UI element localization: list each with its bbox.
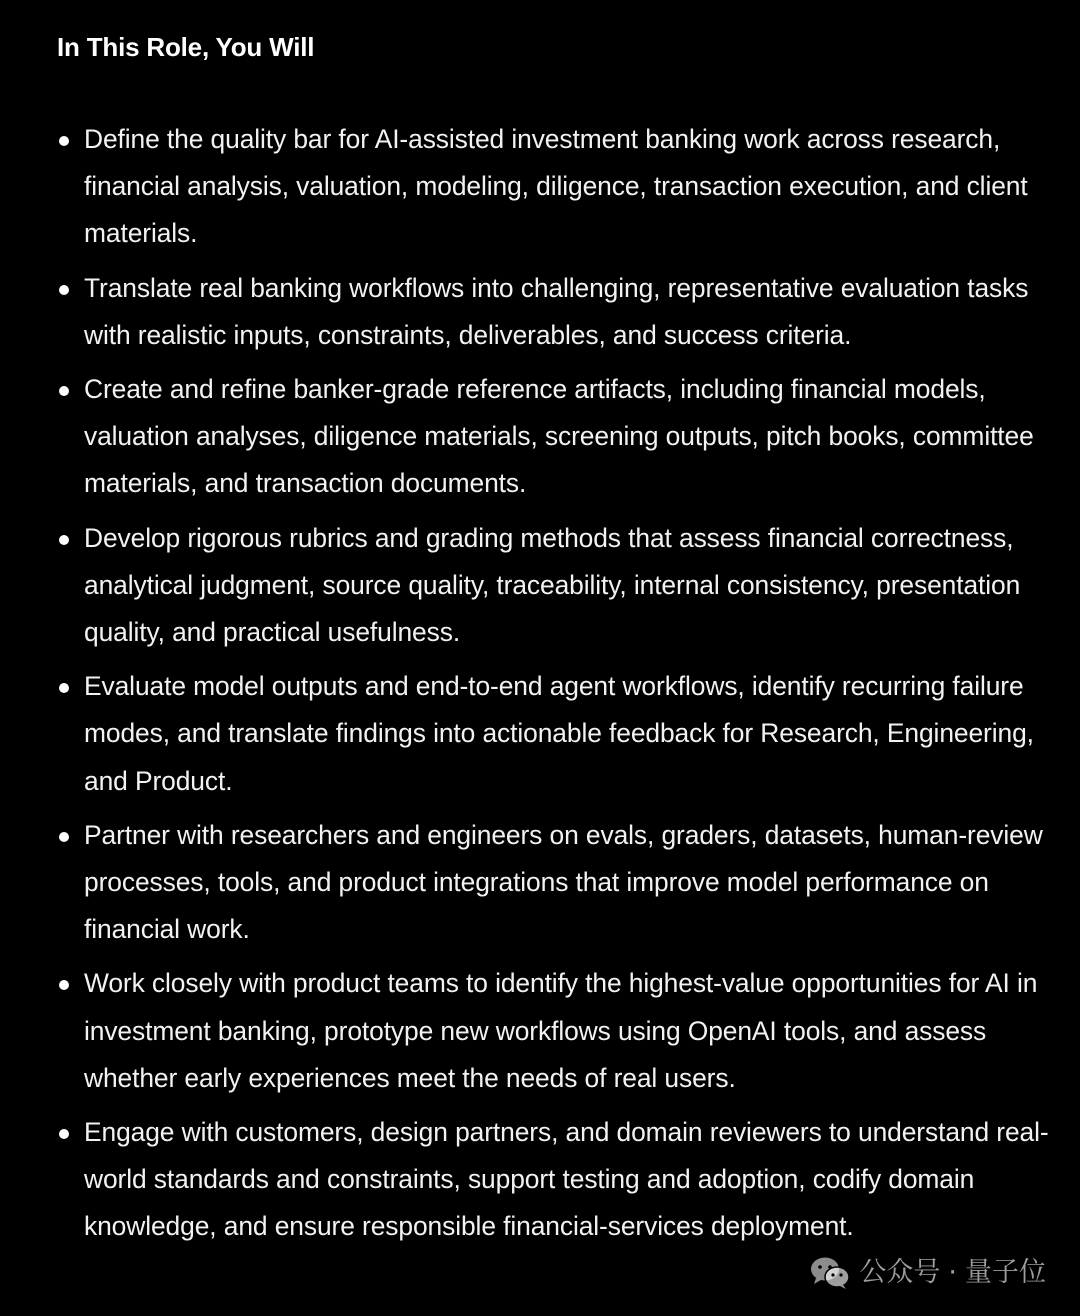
responsibilities-list bbox=[0, 116, 1080, 1258]
list-item bbox=[0, 515, 1080, 657]
list-item-text: Translate real banking workflows into challenging, representative evaluation tasks with realistic inputs, constraints, deliverables, and success criteria. bbox=[84, 272, 1029, 350]
watermark-account: 量子位 bbox=[965, 1257, 1046, 1288]
bullet-icon bbox=[59, 832, 69, 842]
list-item bbox=[0, 366, 1080, 508]
list-item-text: Evaluate model outputs and end-to-end agent workflows, identify recurring failure modes, and translate findings into actionable feedback for Research, Engineering, and Product. bbox=[84, 671, 1034, 796]
bullet-icon bbox=[59, 980, 69, 990]
list-item bbox=[0, 812, 1080, 954]
list-item-text: Work closely with product teams to identify the highest-value opportunities for AI in investment banking, prototype new workflows using OpenAI tools, and assess whether early experiences meet the needs of real users. bbox=[84, 968, 1038, 1093]
bullet-icon bbox=[59, 136, 69, 146]
list-item bbox=[0, 960, 1080, 1102]
list-item bbox=[0, 1109, 1080, 1251]
watermark-separator: · bbox=[948, 1257, 957, 1288]
list-item-text: Engage with customers, design partners, and domain reviewers to understand real-world standards and constraints, support testing and adoption, codify domain knowledge, and ensure responsible financial-services deployment. bbox=[84, 1117, 1049, 1242]
bullet-icon bbox=[59, 1129, 69, 1139]
bullet-icon bbox=[59, 535, 69, 545]
wechat-icon bbox=[809, 1256, 851, 1290]
list-item-text: Develop rigorous rubrics and grading methods that assess financial correctness, analytical judgment, source quality, traceability, internal consistency, presentation quality, and practical usefulness. bbox=[84, 522, 1021, 648]
list-item bbox=[0, 663, 1080, 805]
list-item bbox=[0, 265, 1080, 359]
bullet-icon bbox=[59, 285, 69, 295]
watermark-label: 公众号 bbox=[859, 1257, 941, 1288]
list-item-text: Partner with researchers and engineers on evals, graders, datasets, human-review processes, tools, and product integrations that improve model performance on financial work. bbox=[84, 819, 1043, 945]
watermark bbox=[809, 1256, 1046, 1290]
bullet-icon bbox=[59, 386, 69, 396]
list-item-text: Define the quality bar for AI-assisted investment banking work across research, financial analysis, valuation, modeling, diligence, transaction execution, and client materials. bbox=[84, 124, 1028, 249]
bullet-icon bbox=[59, 683, 69, 693]
list-item-text: Create and refine banker-grade reference artifacts, including financial models, valuation analyses, diligence materials, screening outputs, pitch books, committee materials, and transaction documents. bbox=[84, 374, 1034, 499]
list-item bbox=[0, 116, 1080, 258]
section-heading: In This Role, You Will bbox=[57, 32, 315, 62]
